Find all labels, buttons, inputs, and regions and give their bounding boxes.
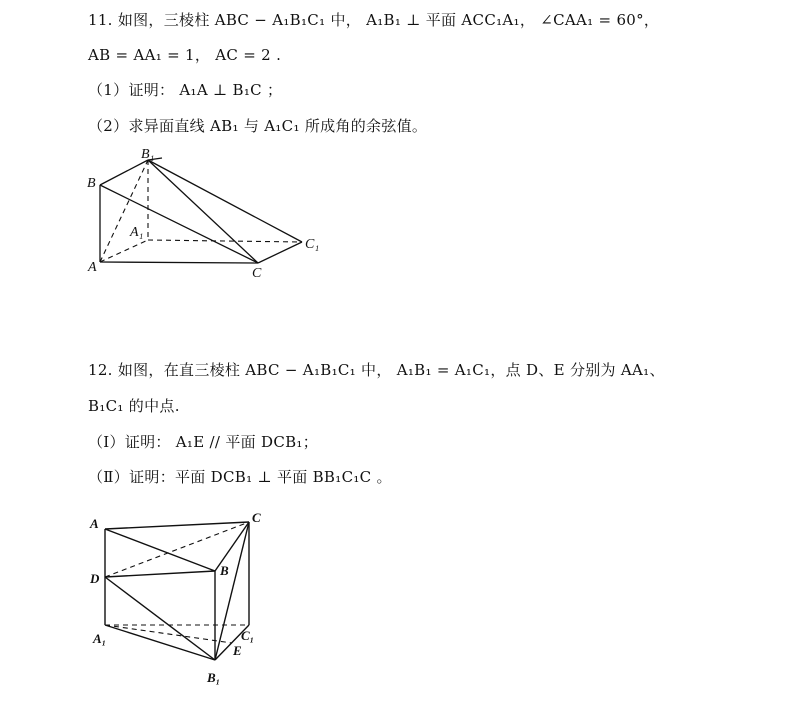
edge-A-B1 <box>100 160 148 262</box>
problem-11-part-2: （2）求异面直线 AB₁ 与 A₁C₁ 所成角的余弦值。 <box>88 117 428 135</box>
problem-12-line-1: 12. 如图，在直三棱柱 ABC − A₁B₁C₁ 中， A₁B₁ = A₁C₁，点 D、E 分别为 AA₁、 <box>88 361 665 379</box>
edge-A-B <box>105 529 215 571</box>
edge-C-C1 <box>258 242 302 263</box>
label-C1: C₁ <box>241 628 255 643</box>
edge-B1-C1 <box>148 160 302 242</box>
problem-11-figure <box>80 140 340 290</box>
edge-A1-B1 <box>105 625 215 660</box>
edge-B-C <box>100 185 258 263</box>
edge-B1-C <box>148 160 258 263</box>
label-C: C <box>252 266 262 281</box>
label-A1: A₁ <box>130 225 144 240</box>
edge-A1-C1 <box>148 240 302 242</box>
problem-11-line-1: 11. 如图，三棱柱 ABC − A₁B₁C₁ 中， A₁B₁ ⊥ 平面 ACC₁A₁， ∠CAA₁ = 60°， <box>88 11 660 29</box>
label-B1: B₁ <box>207 670 221 685</box>
problem-12-line-2: B₁C₁ 的中点. <box>88 397 180 415</box>
edge-A-A1 <box>100 240 148 262</box>
label-A1: A₁ <box>93 631 107 646</box>
label-D: D <box>90 571 100 586</box>
edge-A-C <box>100 262 258 263</box>
label-B1: B₁ <box>141 147 155 162</box>
edge-A-C <box>105 522 249 529</box>
label-A: A <box>90 516 99 531</box>
label-C1: C₁ <box>305 237 320 252</box>
label-C: C <box>252 510 261 525</box>
label-E: E <box>233 643 242 658</box>
label-B: B <box>87 176 96 191</box>
label-B: B <box>220 563 229 578</box>
problem-12-part-2: （Ⅱ）证明：平面 DCB₁ ⊥ 平面 BB₁C₁C 。 <box>88 468 392 486</box>
problem-12-part-1: （Ⅰ）证明： A₁E // 平面 DCB₁； <box>88 433 319 451</box>
problem-11-part-1: （1）证明： A₁A ⊥ B₁C ； <box>88 81 283 99</box>
label-A: A <box>88 260 97 275</box>
edge-D-B1 <box>105 577 215 660</box>
problem-11-line-2: AB = AA₁ = 1， AC = 2 . <box>88 46 282 64</box>
problem-12-figure <box>85 505 275 705</box>
edge-D-B <box>105 571 215 577</box>
edge-B-B1 <box>100 160 148 185</box>
edge-A1-E <box>105 625 232 643</box>
